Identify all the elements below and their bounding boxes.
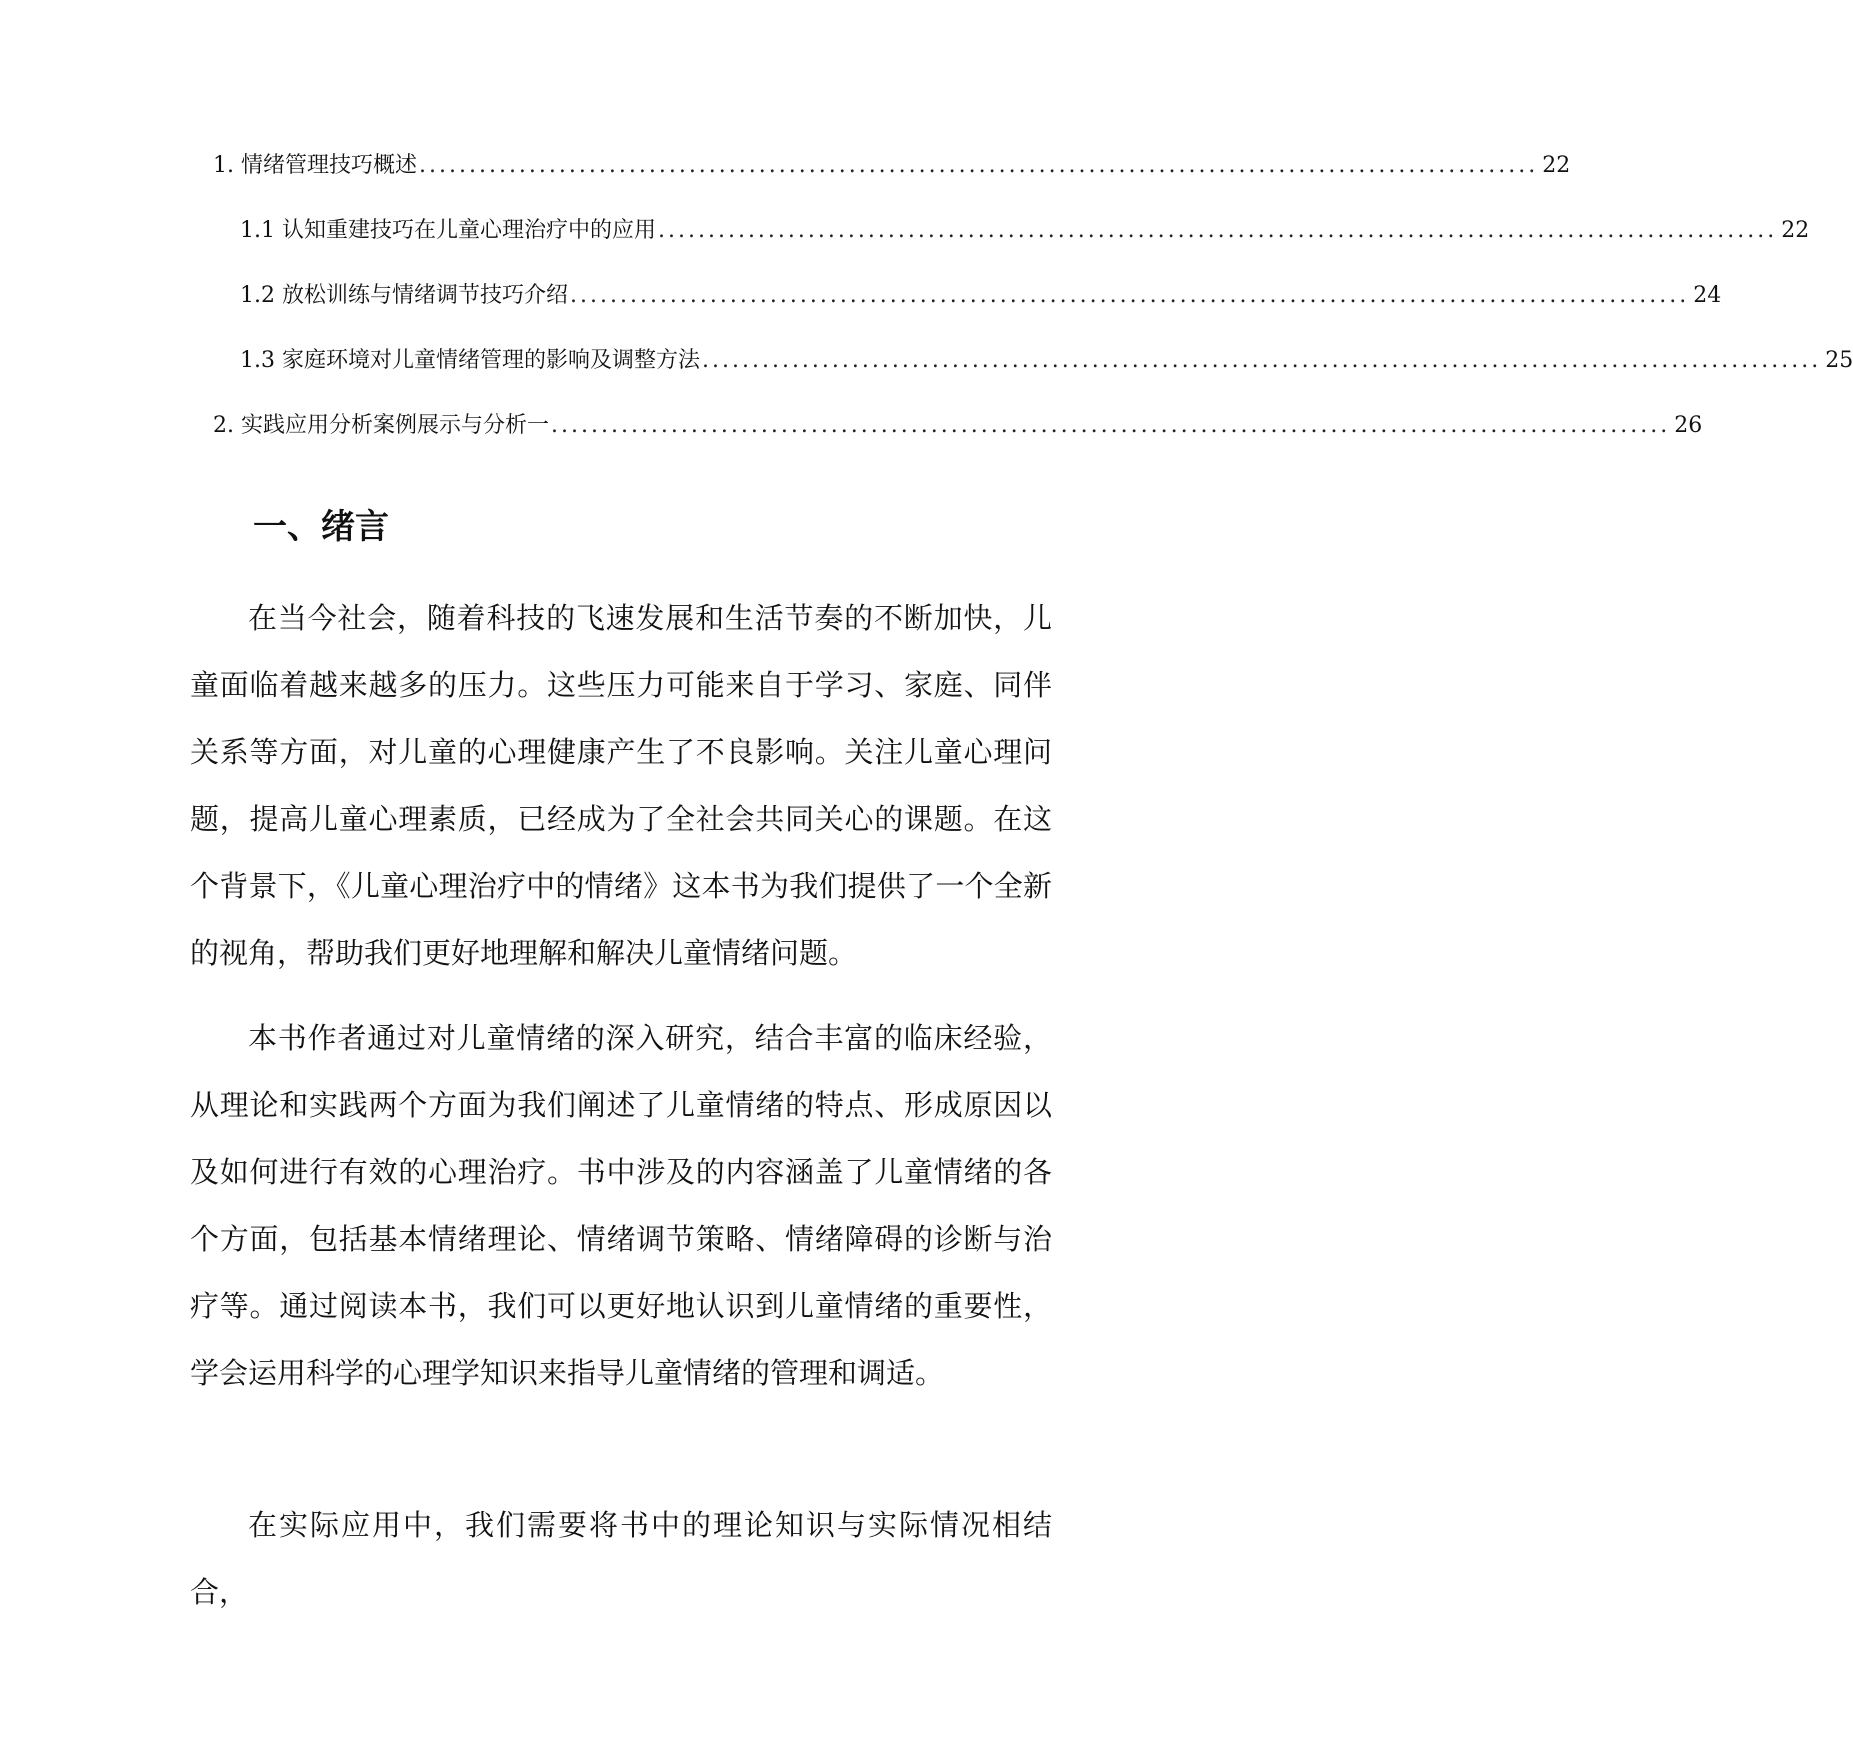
body-paragraph: 本书作者通过对儿童情绪的深入研究，结合丰富的临床经验，从理论和实践两个方面为我们阐述了儿童情绪的特点、形成原因以及如何进行有效的心理治疗。书中涉及的内容涵盖了儿童情绪的各个方面，包括基本情绪理论、情绪调节策略、情绪障碍的诊断与治疗等。通过阅读本书，我们可以更好地认识到儿童情绪的重要性，学会运用科学的心理学知识来指导儿童情绪的管理和调适。 <box>190 1021 1052 1390</box>
toc-leader-dots: ................................................................................................................ <box>551 413 1671 438</box>
toc-entry[interactable] <box>240 281 1722 311</box>
toc-entry-title: 认知重建技巧在儿童心理治疗中的应用 <box>281 218 656 243</box>
toc-entry[interactable] <box>213 411 1703 441</box>
toc-entry-title: 放松训练与情绪调节技巧介绍 <box>281 283 568 308</box>
toc-entry-page: 22 <box>1542 153 1571 178</box>
toc-entry[interactable] <box>240 346 1853 376</box>
body-paragraph: 在实际应用中，我们需要将书中的理论知识与实际情况相结合， <box>190 1508 1052 1609</box>
toc-entry-number: 2. <box>213 413 241 438</box>
toc-entry[interactable] <box>240 216 1810 246</box>
body-paragraph: 在当今社会，随着科技的飞速发展和生活节奏的不断加快，儿童面临着越来越多的压力。这些压力可能来自于学习、家庭、同伴关系等方面，对儿童的心理健康产生了不良影响。关注儿童心理问题，提高儿童心理素质，已经成为了全社会共同关心的课题。在这个背景下，《儿童心理治疗中的情绪》这本书为我们提供了一个全新的视角，帮助我们更好地理解和解决儿童情绪问题。 <box>190 601 1052 970</box>
toc-entry-page: 24 <box>1693 283 1722 308</box>
section-heading: 一、绪言 <box>253 507 389 547</box>
toc-leader-dots: ................................................................................................................ <box>702 348 1822 373</box>
toc-entry[interactable] <box>213 151 1571 181</box>
toc-entry-number: 1.2 <box>240 283 282 308</box>
toc-entry-page: 25 <box>1825 348 1853 373</box>
toc-leader-dots: ................................................................................................................ <box>570 283 1690 308</box>
toc-entry-page: 22 <box>1781 218 1810 243</box>
toc-entry-title: 情绪管理技巧概述 <box>240 153 417 178</box>
toc-entry-number: 1.1 <box>240 218 282 243</box>
toc-entry-page: 26 <box>1674 413 1703 438</box>
toc-leader-dots: ................................................................................................................ <box>658 218 1778 243</box>
toc-leader-dots: ................................................................................................................ <box>419 153 1539 178</box>
toc-entry-number: 1.3 <box>240 348 282 373</box>
toc-entry-number: 1. <box>213 153 241 178</box>
toc-entry-title: 家庭环境对儿童情绪管理的影响及调整方法 <box>281 348 700 373</box>
toc-entry-title: 实践应用分析案例展示与分析一 <box>240 413 549 438</box>
